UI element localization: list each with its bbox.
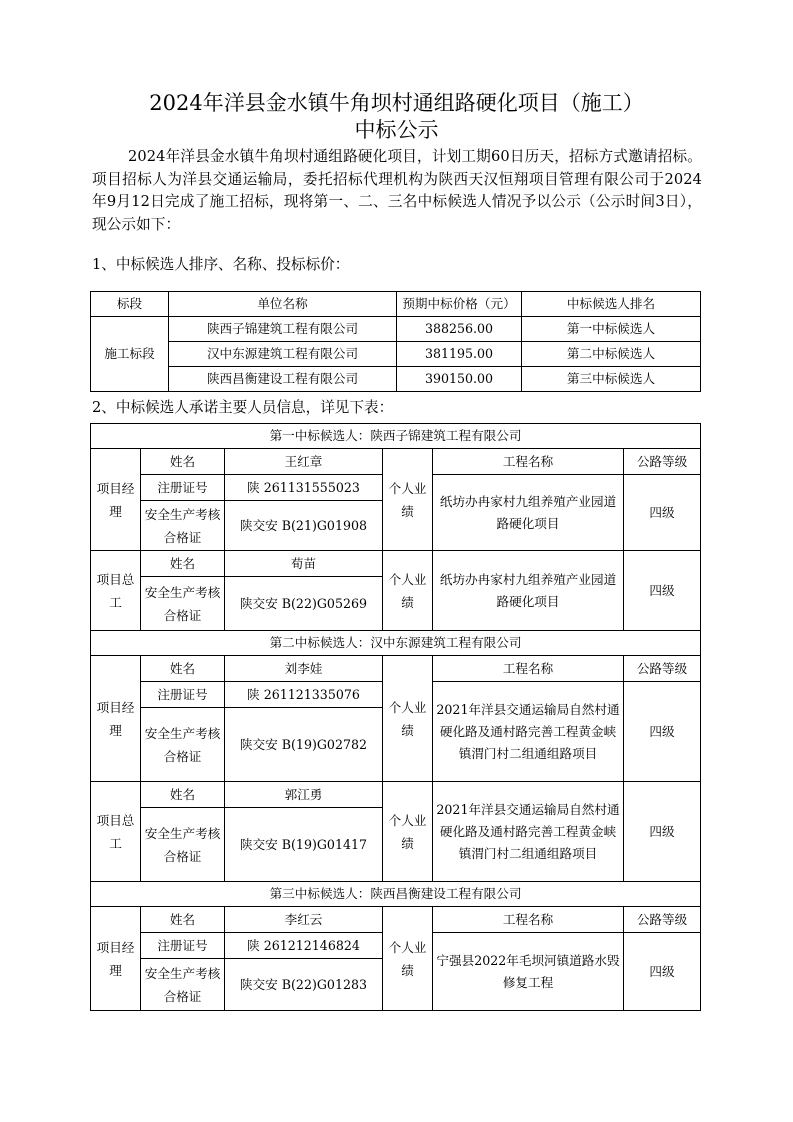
col-header-price: 预期中标价格（元） — [397, 292, 522, 317]
role-label-chief: 项目总工 — [91, 782, 141, 882]
section-1-heading: 1、中标候选人排序、名称、投标标价： — [92, 256, 350, 273]
road-grade: 四级 — [624, 782, 701, 882]
intro-paragraph: 2024年洋县金水镇牛角坝村通组路硬化项目，计划工期60日历天，招标方式邀请招标。项目招标人为洋县交通运输局，委托招标代理机构为陕西天汉恒翔项目管理有限公司于2024年9月12日完成了施工招标，现将第一、二、三名中标候选人情况予以公示（公示时间3日），现公示如下： — [92, 148, 702, 233]
role-label-chief: 项目总工 — [91, 551, 141, 631]
label-safety-cert: 安全生产考核合格证 — [141, 808, 225, 882]
label-personal-perf: 个人业绩 — [383, 656, 433, 782]
project-name: 纸坊办冉家村九组养殖产业园道路硬化项目 — [433, 475, 624, 551]
safety-cert: 陕交安 B(22)G01283 — [225, 959, 383, 1011]
label-road-grade: 公路等级 — [624, 656, 701, 682]
candidate-header: 第一中标候选人：陕西子锦建筑工程有限公司 — [91, 424, 701, 449]
project-name: 2021年洋县交通运输局自然村通硬化路及通村路完善工程黄金峡镇渭门村二组通组路项目 — [433, 682, 624, 782]
road-grade: 四级 — [624, 475, 701, 551]
document-title-line1: 2024年洋县金水镇牛角坝村通组路硬化项目（施工） — [149, 91, 644, 115]
label-project-name: 工程名称 — [433, 656, 624, 682]
person-name: 荀苗 — [225, 551, 383, 577]
safety-cert: 陕交安 B(19)G01417 — [225, 808, 383, 882]
company-cell: 汉中东源建筑工程有限公司 — [169, 342, 397, 367]
label-personal-perf: 个人业绩 — [383, 551, 433, 631]
candidate-header: 第三中标候选人：陕西昌衡建设工程有限公司 — [91, 882, 701, 907]
section-name-cell: 施工标段 — [91, 317, 169, 392]
reg-no: 陕 261131555023 — [225, 475, 383, 501]
label-name: 姓名 — [141, 449, 225, 475]
label-reg-no: 注册证号 — [141, 933, 225, 959]
col-header-company: 单位名称 — [169, 292, 397, 317]
label-road-grade: 公路等级 — [624, 907, 701, 933]
label-personal-perf: 个人业绩 — [383, 449, 433, 551]
role-label-pm: 项目经理 — [91, 656, 141, 782]
label-safety-cert: 安全生产考核合格证 — [141, 577, 225, 631]
label-name: 姓名 — [141, 551, 225, 577]
safety-cert: 陕交安 B(21)G01908 — [225, 501, 383, 551]
rank-cell: 第二中标候选人 — [522, 342, 701, 367]
label-project-name: 工程名称 — [433, 907, 624, 933]
person-name: 王红章 — [225, 449, 383, 475]
label-project-name: 工程名称 — [433, 449, 624, 475]
candidate-header: 第二中标候选人：汉中东源建筑工程有限公司 — [91, 631, 701, 656]
price-cell: 388256.00 — [397, 317, 522, 342]
company-cell: 陕西子锦建筑工程有限公司 — [169, 317, 397, 342]
rank-cell: 第一中标候选人 — [522, 317, 701, 342]
label-reg-no: 注册证号 — [141, 682, 225, 708]
project-name: 宁强县2022年毛坝河镇道路水毁修复工程 — [433, 933, 624, 1011]
role-label-pm: 项目经理 — [91, 449, 141, 551]
personnel-table — [90, 423, 701, 1011]
price-cell: 390150.00 — [397, 367, 522, 392]
label-name: 姓名 — [141, 907, 225, 933]
bid-ranking-table — [90, 291, 701, 392]
project-name: 2021年洋县交通运输局自然村通硬化路及通村路完善工程黄金峡镇渭门村二组通组路项目 — [433, 782, 624, 882]
road-grade: 四级 — [624, 682, 701, 782]
col-header-section: 标段 — [91, 292, 169, 317]
section-2-heading: 2、中标候选人承诺主要人员信息，详见下表： — [92, 399, 394, 416]
safety-cert: 陕交安 B(19)G02782 — [225, 708, 383, 782]
label-safety-cert: 安全生产考核合格证 — [141, 501, 225, 551]
label-reg-no: 注册证号 — [141, 475, 225, 501]
label-personal-perf: 个人业绩 — [383, 782, 433, 882]
label-safety-cert: 安全生产考核合格证 — [141, 708, 225, 782]
company-cell: 陕西昌衡建设工程有限公司 — [169, 367, 397, 392]
safety-cert: 陕交安 B(22)G05269 — [225, 577, 383, 631]
road-grade: 四级 — [624, 551, 701, 631]
reg-no: 陕 261212146824 — [225, 933, 383, 959]
price-cell: 381195.00 — [397, 342, 522, 367]
person-name: 郭江勇 — [225, 782, 383, 808]
label-safety-cert: 安全生产考核合格证 — [141, 959, 225, 1011]
person-name: 李红云 — [225, 907, 383, 933]
label-road-grade: 公路等级 — [624, 449, 701, 475]
road-grade: 四级 — [624, 933, 701, 1011]
reg-no: 陕 261121335076 — [225, 682, 383, 708]
col-header-rank: 中标候选人排名 — [522, 292, 701, 317]
document-title-line2: 中标公示 — [354, 118, 439, 142]
label-name: 姓名 — [141, 782, 225, 808]
role-label-pm: 项目经理 — [91, 907, 141, 1011]
person-name: 刘李娃 — [225, 656, 383, 682]
label-personal-perf: 个人业绩 — [383, 907, 433, 1011]
project-name: 纸坊办冉家村九组养殖产业园道路硬化项目 — [433, 551, 624, 631]
label-name: 姓名 — [141, 656, 225, 682]
rank-cell: 第三中标候选人 — [522, 367, 701, 392]
